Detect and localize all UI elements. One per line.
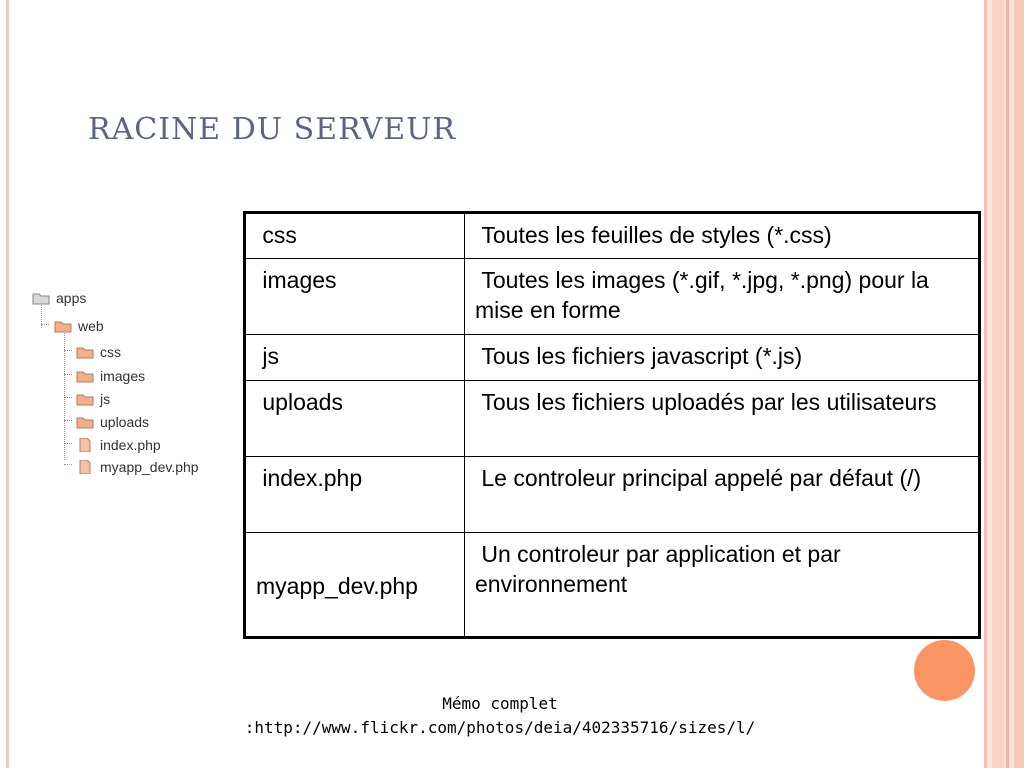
tree-item-js	[76, 389, 110, 409]
table-cell-name: myapp_dev.php	[245, 533, 465, 638]
footer-line-memo: Mémo complet	[442, 694, 558, 713]
table-cell-desc: Un controleur par application et par environnement	[465, 533, 980, 638]
table-row	[245, 381, 980, 457]
footer-link[interactable]: :http://www.flickr.com/photos/deia/402335716/sizes/l/	[244, 718, 756, 737]
tree-item-label: js	[100, 391, 111, 407]
php-file-icon	[76, 438, 94, 452]
table-cell-name: uploads	[245, 381, 465, 457]
tree-item-images	[76, 366, 145, 386]
tree-item-css	[76, 342, 121, 362]
table-cell-desc: Tous les fichiers uploadés par les utilisateurs	[465, 381, 980, 457]
tree-item-web	[54, 316, 104, 336]
slide-title: RACINE DU SERVEUR	[88, 112, 457, 147]
tree-item-label: web	[78, 318, 104, 334]
table-cell-name: images	[245, 259, 465, 335]
table-row	[245, 259, 980, 335]
tree-item-label: images	[100, 368, 146, 384]
table-row	[245, 457, 980, 533]
table-cell-desc: Toutes les feuilles de styles (*.css)	[465, 213, 980, 259]
table-cell-name: index.php	[245, 457, 465, 533]
tree-item-label: apps	[56, 290, 87, 306]
right-stripe-decoration	[984, 0, 1024, 768]
decorative-circle	[914, 640, 975, 701]
tree-item-apps	[32, 288, 86, 308]
directory-table	[243, 211, 981, 639]
folder-icon	[54, 319, 72, 333]
table-cell-desc: Le controleur principal appelé par défaut (/)	[465, 457, 980, 533]
folder-tree	[28, 286, 228, 486]
tree-item-uploads	[76, 412, 149, 432]
table-row	[245, 335, 980, 381]
folder-icon	[76, 369, 94, 383]
table-row	[245, 213, 980, 259]
table-cell-desc: Tous les fichiers javascript (*.js)	[465, 335, 980, 381]
tree-item-label: css	[100, 344, 121, 360]
tree-item-label: myapp_dev.php	[100, 459, 199, 475]
tree-item-label: uploads	[100, 414, 150, 430]
table-cell-name: js	[245, 335, 465, 381]
tree-item-myapp-dev-php	[76, 457, 199, 477]
tree-item-label: index.php	[100, 437, 161, 453]
tree-item-index-php	[76, 435, 161, 455]
table-row	[245, 533, 980, 638]
php-file-icon	[76, 460, 94, 474]
folder-icon	[76, 392, 94, 406]
folder-icon	[32, 291, 50, 305]
footer-note	[160, 692, 840, 740]
table-cell-desc: Toutes les images (*.gif, *.jpg, *.png) pour la mise en forme	[465, 259, 980, 335]
folder-icon	[76, 345, 94, 359]
left-border-decoration	[6, 0, 9, 768]
table-cell-name: css	[245, 213, 465, 259]
folder-icon	[76, 415, 94, 429]
